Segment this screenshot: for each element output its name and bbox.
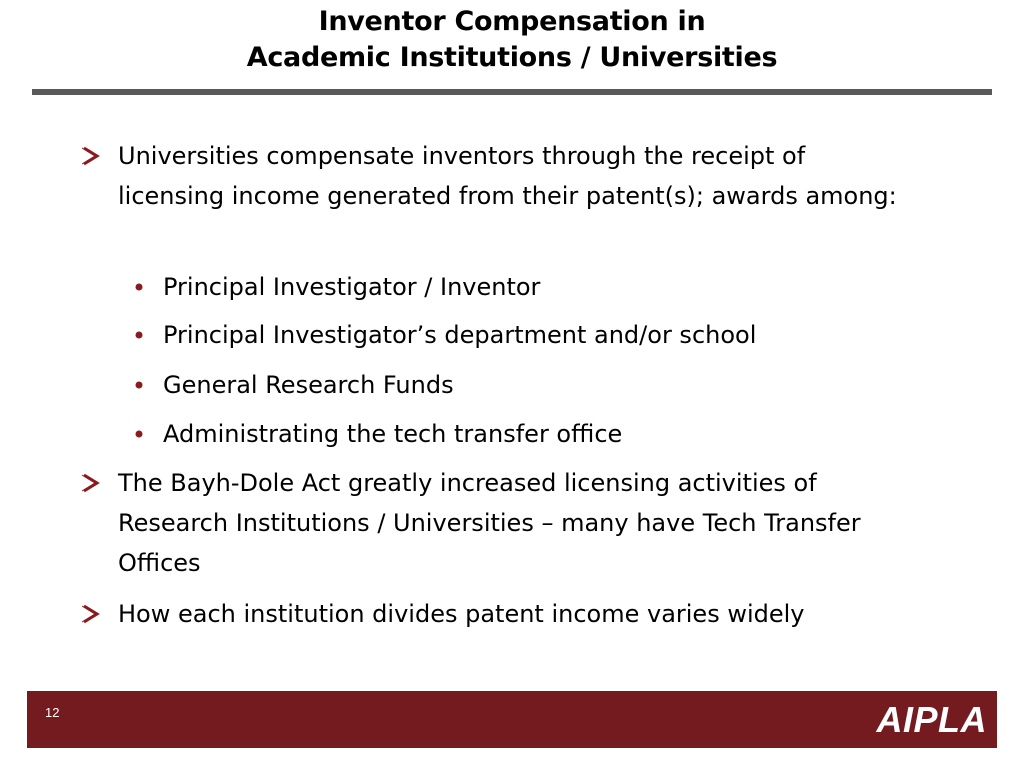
title-divider <box>32 89 992 95</box>
bullet-item <box>118 594 918 634</box>
dot-bullet-icon <box>133 267 147 307</box>
arrow-bullet-icon <box>80 136 106 176</box>
dot-bullet-icon <box>133 315 147 355</box>
title-line-2: Academic Institutions / Universities <box>246 42 778 73</box>
dot-bullet-icon <box>133 414 147 454</box>
slide-title <box>0 4 1024 76</box>
page-number: 12 <box>45 705 60 720</box>
bullet-text: How each institution divides patent income varies widely <box>118 600 805 628</box>
bullet-text: Universities compensate inventors through the receipt of licensing income generated from their patent(s); awards among: <box>118 142 897 210</box>
aipla-logo: AIPLA <box>876 699 987 740</box>
bullet-item <box>118 463 918 583</box>
dot-bullet-icon <box>133 365 147 405</box>
sub-bullet-item <box>163 267 923 307</box>
sub-bullet-text: Principal Investigator / Inventor <box>163 273 541 301</box>
sub-bullet-text: Principal Investigator’s department and/or school <box>163 321 757 349</box>
sub-bullet-text: General Research Funds <box>163 371 454 399</box>
arrow-bullet-icon <box>80 594 106 634</box>
sub-bullet-item <box>163 365 923 405</box>
arrow-bullet-icon <box>80 463 106 503</box>
sub-bullet-item <box>163 315 923 355</box>
sub-bullet-item <box>163 414 923 454</box>
sub-bullet-text: Administrating the tech transfer office <box>163 420 623 448</box>
footer-bar <box>27 691 997 748</box>
title-line-1: Inventor Compensation in <box>318 6 706 37</box>
bullet-item <box>118 136 918 216</box>
bullet-text: The Bayh-Dole Act greatly increased licensing activities of Research Institutions / Universities – many have Tech Transfer Offices <box>118 469 861 577</box>
